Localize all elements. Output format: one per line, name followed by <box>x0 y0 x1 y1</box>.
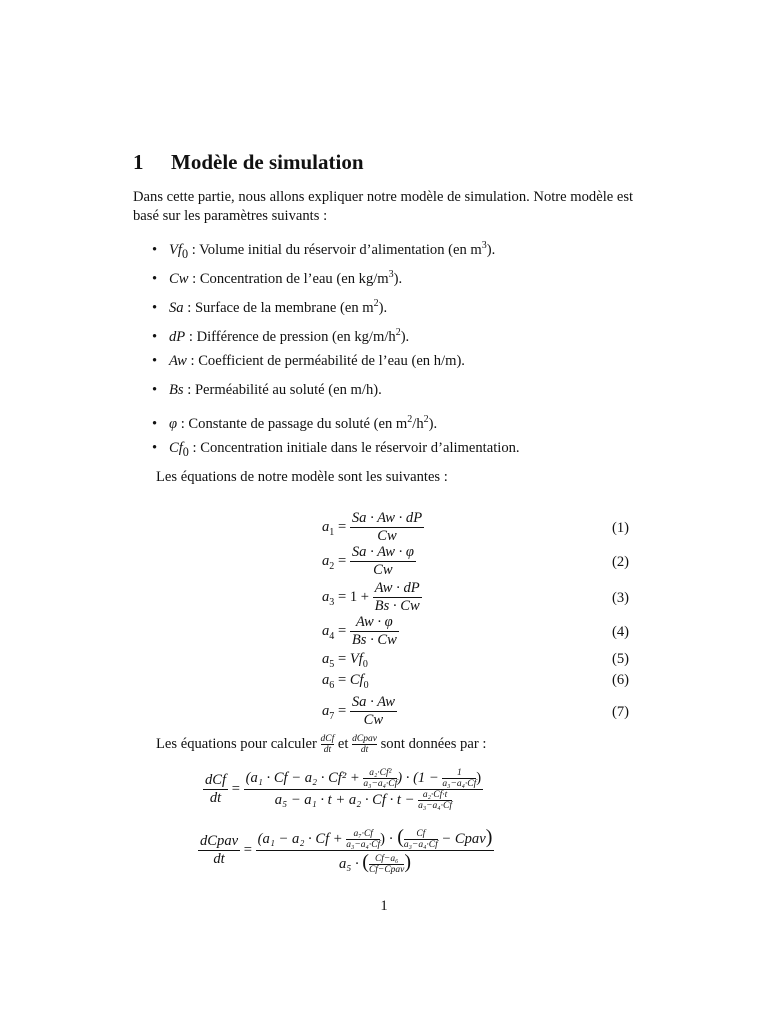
param-symbol: Cf <box>169 440 183 456</box>
inline-frac-num: dCf <box>320 734 335 744</box>
equation-number: (2) <box>612 554 630 570</box>
num-inline-fraction <box>346 829 380 850</box>
den-inline-fraction <box>369 854 404 875</box>
param-subscript: 0 <box>181 246 189 261</box>
page-number: 1 <box>380 898 388 914</box>
eq-lhs-subscript: 2 <box>329 560 335 572</box>
bullet-icon: • <box>152 241 158 258</box>
dcpav-dt-denominator <box>256 851 495 875</box>
eq-lhs-subscript: 1 <box>329 526 335 538</box>
parameter-item <box>152 439 520 468</box>
bullet-icon: • <box>152 328 158 345</box>
dcpav-dt-equation <box>198 826 494 875</box>
equals-sign: = <box>231 780 240 797</box>
equations-lead: Les équations de notre modèle sont les suivantes : <box>156 469 448 485</box>
num-part-c: ) <box>476 769 482 786</box>
param-text: : Surface de la membrane (en m <box>183 299 374 316</box>
num-inline-fraction <box>363 768 397 789</box>
eq-lhs-subscript: 4 <box>329 630 335 642</box>
derivative-lead <box>156 734 486 755</box>
equation-4: $a_4$ = $\frac{Aw \cdot \varphi}{Bs \cdot Cw}$ <box>322 614 397 648</box>
section-title-text: Modèle de simulation <box>171 150 364 174</box>
param-after: ). <box>393 270 403 287</box>
equation-number: (4) <box>612 624 630 640</box>
eq-denominator: Bs · Cw <box>374 598 420 614</box>
frac-num: Cf−a₆ <box>369 854 404 865</box>
frac-den: a₃−a₄·Cf <box>363 779 398 789</box>
derivative-lead-before: Les équations pour calculer <box>156 735 317 752</box>
param-superscript: 2 <box>407 414 413 425</box>
eq-rhs-subscript: 0 <box>363 679 369 691</box>
eq-lhs: a <box>322 672 330 688</box>
eq-numerator: Sa · Aw · φ <box>351 544 414 560</box>
param-text: : Perméabilité au soluté (en m/h). <box>183 382 382 398</box>
eq-rhs-subscript: 0 <box>362 658 368 670</box>
left-paren: ( <box>362 851 369 874</box>
num-inline-fraction-2 <box>442 768 476 789</box>
equation-5: $a_5 = Vf_0$ <box>322 651 368 670</box>
frac-den: Cf−Cpav <box>368 865 405 876</box>
bullet-icon: • <box>152 270 158 287</box>
eq-fraction <box>350 694 397 729</box>
num-part-a: (a₁ − a₂ · Cf + <box>257 831 343 847</box>
section-title <box>133 150 364 175</box>
intro-paragraph: Dans cette partie, nous allons expliquer notre modèle de simulation. Notre modèle est basé sur les paramètres suivants : <box>133 189 634 224</box>
param-symbol: φ <box>169 415 178 432</box>
num-inline-fraction-2 <box>404 829 438 850</box>
dcf-dt-lhs <box>203 772 228 807</box>
dcpav-dt-rhs <box>256 826 495 875</box>
param-text: : Différence de pression (en kg/m/h <box>185 328 396 345</box>
param-symbol: Cw <box>169 270 189 287</box>
eq-rhs: Cf <box>349 672 364 688</box>
inline-frac-den: dt <box>323 745 332 755</box>
dcpav-dt-inline-fraction <box>352 734 377 755</box>
equation-number: (6) <box>612 672 630 688</box>
dcpav-dt-numerator <box>256 826 495 851</box>
param-text: : Coefficient de perméabilité de l’eau (en h/m). <box>186 353 465 369</box>
num-part-b: ) · (1 − <box>397 769 439 786</box>
parameter-item <box>152 381 520 410</box>
lhs-den: dt <box>213 851 225 868</box>
param-superscript: 2 <box>395 327 401 338</box>
eq-lhs: a <box>322 702 330 719</box>
dcf-dt-equation <box>203 768 483 811</box>
derivative-lead-after: sont données par : <box>380 735 487 752</box>
eq-fraction <box>373 580 422 615</box>
bullet-icon: • <box>152 440 158 456</box>
parameter-list <box>152 236 520 468</box>
param-after: /h <box>412 415 424 432</box>
eq-denominator: Cw <box>363 712 384 728</box>
eq-denominator: Cw <box>377 528 397 544</box>
bullet-icon: • <box>152 415 158 432</box>
param-symbol: dP <box>169 328 186 345</box>
right-paren: ) <box>404 851 412 874</box>
parameter-item <box>152 410 520 439</box>
frac-den: a₃−a₄·Cf <box>442 779 477 789</box>
parameter-item <box>152 265 520 294</box>
equation-1: $a_1$ = $\frac{Sa \cdot Aw \cdot dP}{Cw}$ <box>322 510 423 544</box>
num-part-a: (a₁ · Cf − a₂ · Cf² + <box>245 769 360 786</box>
bullet-icon: • <box>152 299 158 316</box>
equation-6: $a_6 = Cf_0$ <box>322 672 369 691</box>
param-superscript: 2 <box>373 298 379 309</box>
param-symbol: Sa <box>169 299 184 316</box>
param-text: : Concentration de l’eau (en kg/m <box>188 270 389 287</box>
param-symbol: Vf <box>169 241 182 258</box>
left-paren: ( <box>397 826 404 848</box>
eq-lhs: a <box>322 588 330 605</box>
eq-rhs: Vf <box>349 651 363 667</box>
equation-number: (7) <box>612 704 630 720</box>
param-after: ). <box>486 241 496 258</box>
eq-fraction <box>350 544 416 579</box>
eq-lhs: a <box>322 518 330 535</box>
equals-sign: = <box>243 842 252 858</box>
bullet-icon: • <box>152 382 158 398</box>
dcf-dt-rhs <box>244 768 484 811</box>
num-part-b: ) · <box>380 831 394 847</box>
section-number: 1 <box>133 150 144 174</box>
eq-denominator: Bs · Cw <box>351 632 397 648</box>
param-superscript: 3 <box>388 269 394 280</box>
eq-fraction <box>350 510 424 545</box>
param-text: : Concentration initiale dans le réservoir d’alimentation. <box>188 440 520 456</box>
frac-den: a₃−a₄·Cf <box>346 840 381 851</box>
parameter-item <box>152 352 520 381</box>
eq-numerator: Sa · Aw <box>351 694 395 710</box>
lhs-num: dCf <box>205 772 227 788</box>
parameter-item <box>152 323 520 352</box>
eq-numerator: Aw · φ <box>350 614 399 632</box>
equation-number: (1) <box>612 520 630 536</box>
parameter-item <box>152 294 520 323</box>
dcf-dt-numerator <box>244 768 484 790</box>
equation-7: $a_7$ = $\frac{Sa \cdot Aw}{Cw}$ <box>322 694 395 728</box>
eq-prefix: 1 + <box>349 588 370 605</box>
param-symbol: Aw <box>169 353 187 369</box>
param-symbol: Bs <box>169 382 184 398</box>
right-paren: ) <box>485 826 493 848</box>
eq-numerator: Aw · dP <box>373 580 422 598</box>
eq-lhs: a <box>322 622 330 639</box>
eq-lhs-subscript: 3 <box>329 596 335 608</box>
equation-number: (5) <box>612 651 630 667</box>
den-inline-fraction <box>418 790 452 811</box>
equation-3: $a_3 = 1$ + $\frac{Aw \cdot dP}{Bs \cdot Cw}$ <box>322 580 420 614</box>
eq-fraction <box>350 614 399 649</box>
frac-num: 1 <box>442 768 476 779</box>
equation-2: $a_2$ = $\frac{Sa \cdot Aw \cdot \varphi}{Cw}$ <box>322 544 414 578</box>
param-after: ). <box>400 328 410 345</box>
parameter-item <box>152 236 520 265</box>
eq-numerator: Sa · Aw · dP <box>351 510 423 526</box>
num-part-c: − Cpav <box>441 831 486 847</box>
dcf-dt-inline-fraction <box>321 734 335 755</box>
bullet-icon: • <box>152 353 158 369</box>
equation-number: (3) <box>612 590 630 606</box>
dcf-dt-denominator <box>244 790 484 811</box>
param-text: : Volume initial du réservoir d’alimentation (en m <box>188 241 482 258</box>
den-part-a: a₅ − a₁ · t + a₂ · Cf · t − <box>274 791 415 808</box>
eq-denominator: Cw <box>373 562 393 578</box>
lhs-num: dCpav <box>200 833 239 850</box>
param-subscript: 0 <box>182 444 189 459</box>
frac-num: a₂·Cf² <box>363 768 397 779</box>
dcpav-dt-lhs <box>198 833 240 868</box>
param-text: : Constante de passage du soluté (en m <box>177 415 408 432</box>
frac-num: a₇·Cf <box>346 829 380 840</box>
den-part-a: a₅ · <box>338 856 359 873</box>
param-after: ). <box>378 299 388 316</box>
eq-lhs-subscript: 5 <box>329 658 335 670</box>
param-after-2: ). <box>428 415 438 432</box>
eq-lhs: a <box>322 651 330 667</box>
frac-den: a₃−a₄·Cf <box>403 840 438 851</box>
param-superscript-2: 2 <box>423 414 429 425</box>
param-superscript: 3 <box>481 240 487 251</box>
frac-num: Cf <box>404 829 438 840</box>
eq-lhs-subscript: 7 <box>329 710 335 722</box>
frac-den: a₃−a₄·Cf <box>418 801 452 811</box>
eq-lhs: a <box>322 552 330 569</box>
inline-frac-den: dt <box>360 745 369 755</box>
frac-num: a₂·Cf·t <box>418 790 452 801</box>
inline-frac-num: dCpav <box>352 734 377 744</box>
lhs-den: dt <box>209 790 222 806</box>
derivative-lead-middle: et <box>337 735 349 752</box>
eq-lhs-subscript: 6 <box>329 679 335 691</box>
